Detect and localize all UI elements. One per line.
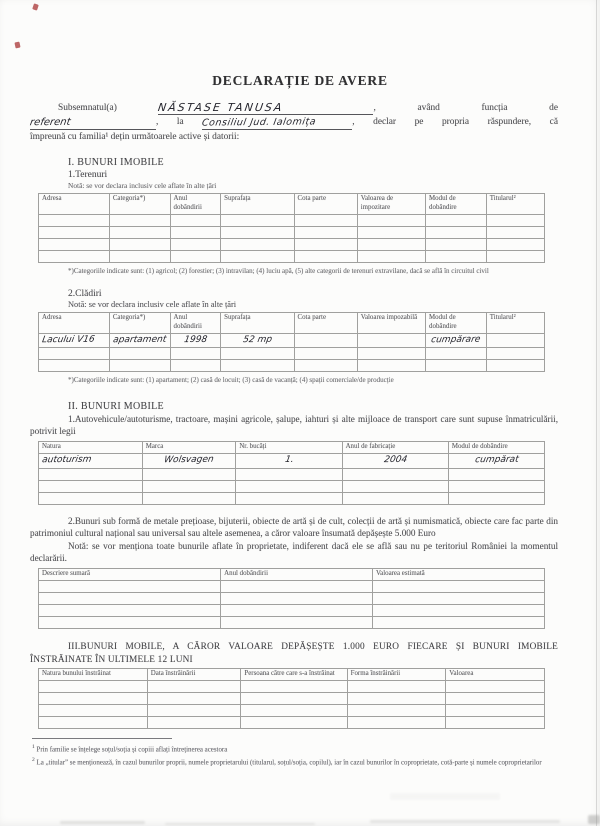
handwritten-entry: 1.: [283, 454, 295, 465]
column-header: Descriere sumară: [39, 569, 221, 581]
table-row: [39, 604, 545, 616]
table-cell: [357, 215, 425, 227]
scan-smudge: [588, 815, 600, 824]
table-cell: [221, 604, 373, 616]
terenuri-categories-footnote: *)Categoriile indicate sunt: (1) agricol; (2) forestier; (3) intravilan; (4) luciu apă, (5) alte categorii de terenuri extravilane, dacă se află în circuitul civil: [68, 267, 489, 276]
handwritten-entry: autoturism: [41, 454, 93, 466]
table-cell: [236, 492, 342, 504]
table-cell: [294, 333, 357, 348]
table-cell: [342, 453, 448, 468]
page-title: DECLARAȚIE DE AVERE: [212, 73, 388, 88]
table-cell: [241, 693, 347, 705]
scan-smudge: [60, 821, 145, 824]
cladiri-table: [38, 312, 545, 373]
table-cell: [342, 480, 448, 492]
valoroase-note-paragraph: Notă: se vor menționa toate bunurile aflate în proprietate, indiferent dacă ele se află sau nu pe teritoriul României la momentul declarării.: [30, 540, 558, 564]
table-row: [39, 480, 545, 492]
table-row: [39, 333, 545, 348]
table-cell: [486, 333, 544, 348]
table-cell: [241, 717, 347, 729]
table-cell: [170, 251, 221, 263]
table-cell: [294, 227, 357, 239]
table-cell: [39, 239, 110, 251]
intro-line-1: [30, 101, 558, 115]
column-header: Categoria*): [109, 194, 170, 215]
section-heading-imobile: I. BUNURI IMOBILE: [68, 157, 164, 169]
table-header-row: [39, 441, 545, 453]
table-cell: [357, 239, 425, 251]
table-cell: [294, 360, 357, 372]
table-cell: [147, 717, 241, 729]
table-cell: [357, 227, 425, 239]
intro-line-3: împreună cu familia¹ dețin următoarele active și datorii:: [30, 131, 240, 142]
table-row: [39, 492, 545, 504]
table-cell: [294, 239, 357, 251]
table-cell: [147, 681, 241, 693]
table-cell: [221, 348, 294, 360]
table-cell: [39, 681, 148, 693]
table-cell: [39, 227, 110, 239]
table-cell: [221, 333, 294, 348]
footnote-separator: [32, 738, 172, 739]
handwritten-entry: cumpărat: [473, 454, 520, 466]
column-header: Cota parte: [294, 194, 357, 215]
column-header: Nr. bucăți: [236, 441, 342, 453]
table-cell: [109, 348, 170, 360]
terenuri-note: Notă: se vor declara inclusiv cele aflate în alte țări: [68, 181, 217, 191]
table-cell: [426, 333, 487, 348]
terenuri-table: [38, 193, 545, 263]
table-cell: [241, 681, 347, 693]
subsection-terenuri-title: 1.Terenuri: [68, 170, 108, 181]
table-cell: [357, 348, 425, 360]
footnotes-block: [32, 742, 560, 769]
column-header: Modul de dobândire: [426, 312, 487, 333]
table-row: [39, 239, 545, 251]
footnote-1-text: Prin familie se înțelege soțul/soția și copiii aflați întreținerea acestora: [36, 746, 228, 754]
table-cell: [39, 492, 143, 504]
table-cell: [39, 333, 110, 348]
column-header: Adresa: [39, 194, 110, 215]
column-header: Anul dobândirii: [170, 312, 221, 333]
handwritten-entry: 52 mp: [242, 334, 273, 345]
table-cell: [236, 480, 342, 492]
table-cell: [39, 616, 221, 628]
table-cell: [142, 468, 236, 480]
column-header: Data înstrăinării: [147, 669, 241, 681]
cladiri-categories-footnote: *)Categoriile indicate sunt: (1) apartament; (2) casă de locuit; (3) casă de vacanță; (4) spații comerciale/de producție: [68, 376, 394, 385]
intro-lead-text: Subsemnatul(a): [58, 103, 117, 113]
scan-smudge: [390, 793, 500, 800]
table-cell: [486, 227, 544, 239]
table-cell: [39, 251, 110, 263]
column-header: Modul de dobândire: [448, 441, 544, 453]
table-cell: [357, 251, 425, 263]
table-cell: [221, 227, 294, 239]
table-cell: [109, 360, 170, 372]
table-cell: [347, 693, 446, 705]
table-cell: [446, 705, 545, 717]
table-cell: [347, 681, 446, 693]
table-cell: [221, 360, 294, 372]
column-header: Suprafața: [221, 194, 294, 215]
table-cell: [426, 215, 487, 227]
table-cell: [426, 251, 487, 263]
column-header: Titularul²: [486, 194, 544, 215]
table-cell: [426, 360, 487, 372]
table-row: [39, 468, 545, 480]
table-cell: [347, 705, 446, 717]
valoroase-table: [38, 568, 545, 629]
table-cell: [372, 580, 544, 592]
table-cell: [372, 616, 544, 628]
table-cell: [236, 453, 342, 468]
footnote-2-mark: 2: [32, 757, 35, 764]
table-cell: [142, 453, 236, 468]
table-row: [39, 717, 545, 729]
instrainate-table: [38, 668, 545, 729]
table-cell: [446, 681, 545, 693]
table-cell: [372, 592, 544, 604]
table-cell: [147, 693, 241, 705]
table-cell: [39, 215, 110, 227]
column-header: Natura bunului înstrăinat: [39, 669, 148, 681]
cladiri-note: Notă: se vor declara inclusiv cele aflate în alte țări: [68, 299, 237, 309]
intro-after-name-text: , având funcția de: [373, 103, 558, 113]
footnote-1: [32, 742, 560, 755]
declarant-name-handwritten: NĂSTASE TANUSA: [157, 101, 285, 115]
table-row: [39, 348, 545, 360]
table-cell: [142, 480, 236, 492]
table-cell: [39, 453, 143, 468]
table-cell: [221, 239, 294, 251]
table-cell: [241, 705, 347, 717]
table-cell: [448, 468, 544, 480]
column-header: Valoarea impozabilă: [357, 312, 425, 333]
column-header: Marca: [142, 441, 236, 453]
table-cell: [357, 360, 425, 372]
table-cell: [221, 616, 373, 628]
column-header: Anul de fabricație: [342, 441, 448, 453]
handwritten-entry: Lacului V16: [41, 334, 96, 345]
column-header: Cota parte: [294, 312, 357, 333]
scan-smudge: [165, 823, 315, 825]
table-cell: [446, 717, 545, 729]
table-cell: [39, 592, 221, 604]
table-cell: [486, 360, 544, 372]
footnote-1-mark: 1: [32, 744, 35, 751]
table-cell: [294, 215, 357, 227]
table-cell: [109, 251, 170, 263]
table-cell: [448, 453, 544, 468]
table-header-row: [39, 669, 545, 681]
intro-mid-text: , la: [156, 117, 184, 128]
column-header: Valoarea: [446, 669, 545, 681]
table-cell: [426, 227, 487, 239]
column-header: Categoria*): [109, 312, 170, 333]
table-cell: [109, 239, 170, 251]
table-cell: [357, 333, 425, 348]
table-row: [39, 705, 545, 717]
table-cell: [294, 348, 357, 360]
table-cell: [486, 251, 544, 263]
table-cell: [170, 227, 221, 239]
table-cell: [170, 239, 221, 251]
column-header: Natura: [39, 441, 143, 453]
table-cell: [147, 705, 241, 717]
section-heading-mobile: II. BUNURI MOBILE: [68, 400, 164, 412]
table-cell: [486, 348, 544, 360]
table-cell: [347, 717, 446, 729]
table-cell: [221, 580, 373, 592]
table-cell: [448, 492, 544, 504]
table-cell: [221, 592, 373, 604]
column-header: Valoarea estimată: [372, 569, 544, 581]
table-cell: [342, 468, 448, 480]
table-cell: [448, 480, 544, 492]
column-header: Anul dobândirii: [221, 569, 373, 581]
table-header-row: [39, 194, 545, 215]
footnote-2-text: La „titular” se menționează, în cazul bunurilor proprii, numele proprietarului (titularul, soțul/soția, copilul), iar în cazul bunurilor în coproprietate, cotă-parte și numele coproprietarilor: [36, 759, 542, 767]
table-cell: [236, 468, 342, 480]
table-header-row: [39, 312, 545, 333]
section-heading-instrainate: III.BUNURI MOBILE, A CĂROR VALOARE DEPĂȘEȘTE 1.000 EURO FIECARE ȘI BUNURI IMOBILE ÎNSTRĂINATE ÎN ULTIMELE 12 LUNI: [30, 641, 558, 665]
table-cell: [486, 215, 544, 227]
table-cell: [426, 239, 487, 251]
intro-paragraph: [30, 101, 558, 144]
handwritten-entry: 1998: [183, 334, 208, 345]
table-cell: [170, 360, 221, 372]
table-cell: [426, 348, 487, 360]
table-row: [39, 681, 545, 693]
auto-intro-paragraph: 1.Autovehicule/autoturisme, tractoare, mașini agricole, șalupe, iahturi și alte mijloace de transport care sunt supuse înmatriculării, potrivit legii: [30, 413, 558, 437]
handwritten-entry: cumpărare: [430, 334, 482, 345]
table-cell: [170, 348, 221, 360]
red-pen-mark: [14, 42, 20, 49]
table-row: [39, 580, 545, 592]
column-header: Forma înstrăinării: [347, 669, 446, 681]
handwritten-entry: 2004: [383, 454, 408, 466]
table-row: [39, 360, 545, 372]
table-cell: [109, 227, 170, 239]
table-row: [39, 592, 545, 604]
table-cell: [109, 215, 170, 227]
intro-after-institution-text: , declar pe propria răspundere, că: [352, 117, 558, 128]
table-row: [39, 693, 545, 705]
column-header: Titularul²: [486, 312, 544, 333]
institution-handwritten: Consiliul Jud. Ialomița: [201, 116, 318, 129]
table-cell: [39, 705, 148, 717]
table-cell: [39, 580, 221, 592]
table-cell: [294, 251, 357, 263]
column-header: Valoarea de impozitare: [357, 194, 425, 215]
table-cell: [221, 215, 294, 227]
column-header: Modul de dobândire: [426, 194, 487, 215]
scan-smudge: [370, 820, 560, 823]
table-cell: [372, 604, 544, 616]
table-cell: [446, 693, 545, 705]
table-row: [39, 453, 545, 468]
handwritten-entry: apartament: [112, 334, 168, 345]
table-cell: [170, 333, 221, 348]
column-header: Suprafața: [221, 312, 294, 333]
column-header: Anul dobândirii: [170, 194, 221, 215]
table-cell: [39, 468, 143, 480]
table-cell: [39, 693, 148, 705]
handwritten-entry: Wolsvagen: [163, 454, 215, 466]
footnote-2: [32, 755, 560, 768]
table-cell: [39, 360, 110, 372]
scan-edge-artifact: [596, 0, 597, 826]
function-blank-field: [30, 116, 156, 130]
table-row: [39, 215, 545, 227]
table-row: [39, 616, 545, 628]
table-cell: [39, 604, 221, 616]
intro-line-2: [30, 115, 558, 129]
table-cell: [39, 480, 143, 492]
column-header: Adresa: [39, 312, 110, 333]
table-header-row: [39, 569, 545, 581]
declarant-function-handwritten: referent: [29, 116, 72, 129]
table-cell: [142, 492, 236, 504]
table-row: [39, 227, 545, 239]
name-blank-field: [158, 101, 373, 115]
table-row: [39, 251, 545, 263]
table-cell: [39, 348, 110, 360]
table-cell: [342, 492, 448, 504]
autovehicule-table: [38, 441, 545, 505]
table-cell: [486, 239, 544, 251]
institution-blank-field: [202, 116, 352, 130]
column-header: Persoana către care s-a înstrăinat: [241, 669, 347, 681]
table-cell: [39, 717, 148, 729]
table-cell: [109, 333, 170, 348]
subsection-cladiri-title: 2.Clădiri: [68, 288, 102, 299]
table-cell: [170, 215, 221, 227]
table-cell: [221, 251, 294, 263]
valoroase-intro-paragraph: 2.Bunuri sub formă de metale prețioase, bijuterii, obiecte de artă și de cult, colecții de artă și numismatică, obiecte care fac parte din patrimoniul cultural național sau universal sau altele asemenea, a căror valoare însumată depășește 5.000 Euro: [30, 515, 558, 539]
